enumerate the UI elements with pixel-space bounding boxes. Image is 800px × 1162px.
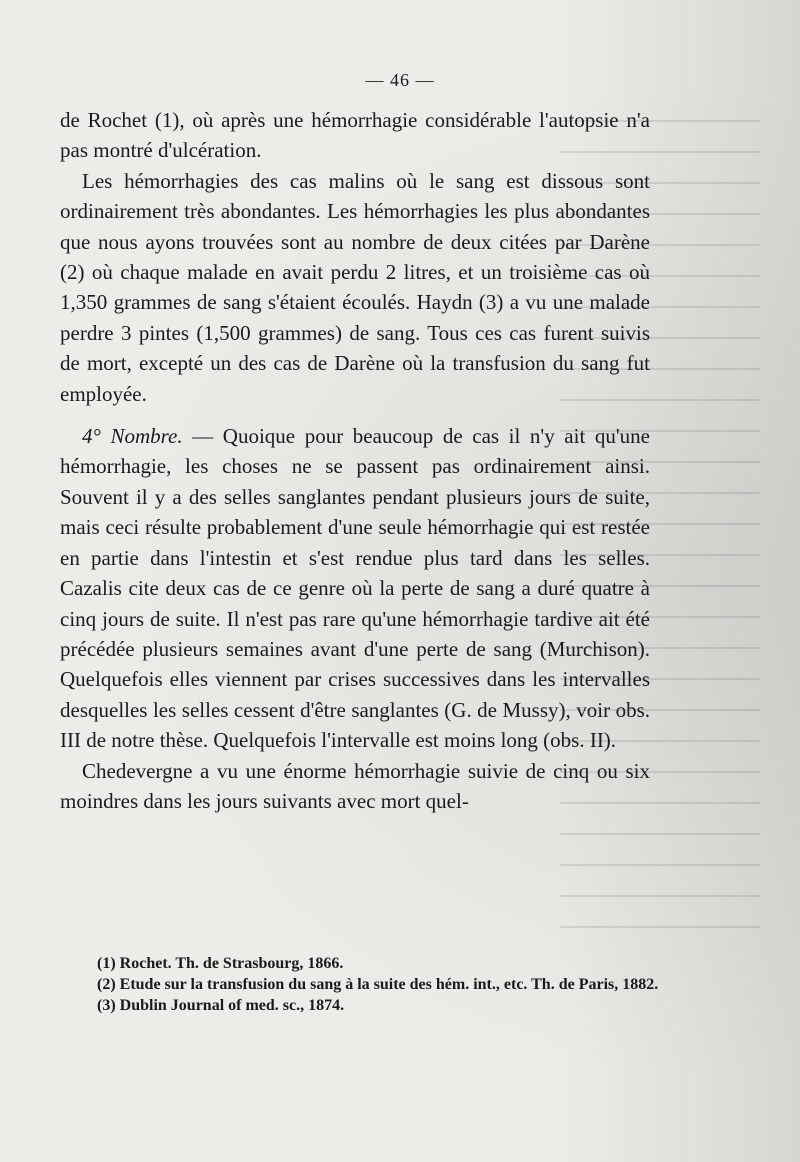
- footnote-divider: [65, 935, 185, 936]
- page-number: — 46 —: [365, 70, 435, 90]
- paragraph-chedevergne: Chedevergne a vu une énorme hémorrhagie suivie de cinq ou six moindres dans les jours suivants avec mort quel-: [60, 758, 650, 813]
- main-text: [60, 105, 650, 816]
- paragraph-hemorrhage-abundance: Les hémorrhagies des cas malins où le sang est dissous sont ordinairement très abondantes. Les hémorrhagies les plus abondantes que nous ayons trouvées sont au nombre de deux citées par Darène (2) où chaque malade en avait perdu 2 litres, et un troisième cas où 1,350 grammes de sang s'étaient écoulés. Haydn (3) a vu une malade perdre 3 pintes (1,500 grammes) de sang. Tous ces cas furent suivis de mort, excepté un des cas de Darène où la transfusion du sang fut employée.: [60, 168, 650, 406]
- footnote-2-text: Etude sur la transfusion du sang à la suite des hém. int., etc. Th. de Paris, 1882.: [119, 976, 659, 993]
- footnote-1-text: Rochet. Th. de Strasbourg, 1866.: [119, 955, 344, 972]
- footnote-2-number: (2): [97, 976, 116, 993]
- footnote-2: [75, 974, 667, 995]
- section-text-nombre: — Quoique pour beaucoup de cas il n'y ait qu'une hémorrhagie, les choses ne se passent pas ordinairement ainsi. Souvent il y a des selles sanglantes pendant plusieurs jours de suite, mais ceci résulte probablement d'une seule hémorrhagie qui est restée en partie dans l'intestin et s'est rendue plus tard dans les selles. Cazalis cite deux cas de ce genre où la perte de sang a duré quatre à cinq jours de suite. Il n'est pas rare qu'une hémorrhagie tardive ait été précédée plusieurs semaines avant d'une perte de sang (Murchison). Quelquefois elles viennent par crises successives dans les intervalles desquelles les selles cessent d'être sanglantes (G. de Mussy), voir obs. III de notre thèse. Quelquefois l'intervalle est moins long (obs. II).: [60, 424, 650, 753]
- section-heading-nombre: 4° Nombre.: [82, 424, 183, 449]
- paragraph-number-section: [60, 421, 650, 755]
- footnote-3-text: Dublin Journal of med. sc., 1874.: [119, 997, 345, 1014]
- footnote-1-number: (1): [97, 955, 116, 972]
- footnote-3: [75, 995, 667, 1016]
- paragraph-continuation: de Rochet (1), où après une hémorrhagie considérable l'autopsie n'a pas montré d'ulcération.: [60, 108, 650, 163]
- footnotes: [75, 953, 667, 1016]
- footnote-1: [75, 953, 667, 974]
- footnote-3-number: (3): [97, 997, 116, 1014]
